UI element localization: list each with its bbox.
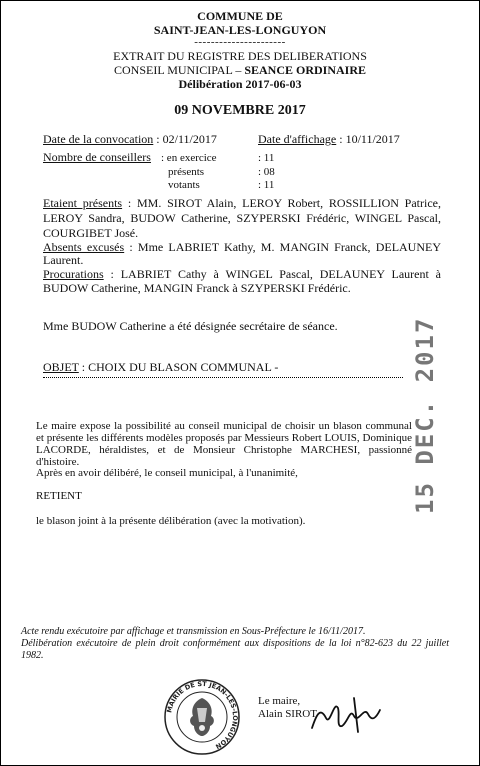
council-session-type: SEANCE ORDINAIRE (244, 63, 367, 77)
proxy-text: : LABRIET Cathy à WINGEL Pascal, DELAUNEY Laurent à BUDOW Catherine, MANGIN Franck à SZYPERSKI Frédéric. (43, 267, 441, 295)
register-extract-line: EXTRAIT DU REGISTRE DES DELIBERATIONS (113, 49, 367, 63)
deliberation-number: Délibération 2017-06-03 (178, 77, 302, 91)
absent-label: Absents excusés (43, 240, 125, 254)
executory-line-1: Acte rendu exécutoire par affichage et transmission en Sous-Préfecture le 16/11/2017. (21, 626, 366, 637)
councillors-label: Nombre de conseillers (43, 150, 151, 164)
absent-text: : Mme LABRIET Kathy, M. MANGIN Franck, DELAUNEY Laurent. (43, 240, 442, 267)
object-label: OBJET (43, 360, 79, 374)
councillors-row-label: : en exercice (161, 152, 217, 164)
object-text: : CHOIX DU BLASON COMMUNAL - (78, 360, 279, 374)
proxy-label: Procurations (43, 267, 104, 281)
absent-members (43, 241, 441, 267)
mayor-name: Alain SIROT (258, 708, 317, 720)
posting-date (258, 132, 400, 147)
handwritten-signature (306, 688, 406, 738)
secretary-designation: Mme BUDOW Catherine a été désignée secrétaire de séance. (43, 319, 338, 333)
posting-value: : 10/11/2017 (336, 132, 400, 146)
object-divider (43, 377, 403, 378)
municipal-seal (163, 678, 241, 756)
present-label: Etaient présents (43, 196, 123, 210)
commune-line-1: COMMUNE DE (197, 9, 283, 23)
present-members (43, 196, 441, 241)
reception-stamp (401, 316, 461, 519)
convocation-label: Date de la convocation (43, 132, 154, 146)
councillors-row-label: votants (168, 179, 200, 191)
decision-text: le blason joint à la présente délibération (avec la motivation). (36, 515, 306, 527)
mayor-exposition: Le maire expose la possibilité au conseil municipal de choisir un blason communal et présente les différents modèles proposés par Messieurs Robert LOUIS, Dominique LACORDE, héraldistes, et de Monsieur Christophe MARCHESI, passionné d'histoire. (36, 420, 412, 468)
deliberation-result: Après en avoir délibéré, le conseil municipal, à l'unanimité, (36, 467, 298, 479)
council-prefix: CONSEIL MUNICIPAL – (113, 63, 245, 77)
councillors-row-value: : 11 (258, 179, 275, 191)
commune-line-2: SAINT-JEAN-LES-LONGUYON (153, 23, 327, 37)
seal-text: MAIRIE DE ST JEAN-LES-LONGUYON (165, 679, 240, 751)
convocation-value: : 02/11/2017 (153, 132, 217, 146)
proxies (43, 267, 441, 295)
object-line (43, 360, 278, 375)
councillors-row-value: : 08 (258, 166, 275, 178)
retient-heading: RETIENT (36, 490, 82, 502)
councillors-row-value: : 11 (258, 152, 275, 164)
meeting-date-title: 09 NOVEMBRE 2017 (174, 103, 306, 118)
councillors-row-label: présents (168, 166, 205, 178)
posting-label: Date d'affichage (258, 132, 337, 146)
executory-note (21, 626, 449, 662)
reception-stamp-text: 15 DEC. 2017 (411, 316, 439, 514)
present-text: : MM. SIROT Alain, LEROY Robert, ROSSILLION Patrice, LEROY Sandra, BUDOW Catherine, SZYPERSKI Frédéric, WINGEL Pascal, COURGIBET José. (43, 196, 441, 240)
council-session-line (1, 63, 479, 78)
executory-line-2: Délibération exécutoire de plein droit conformément aux dispositions de la loi n°82-623 du 22 juillet 1982. (21, 638, 449, 661)
convocation-date (43, 132, 217, 147)
mayor-title: Le maire, (258, 695, 301, 707)
header-separator: ---------------------- (194, 36, 286, 48)
